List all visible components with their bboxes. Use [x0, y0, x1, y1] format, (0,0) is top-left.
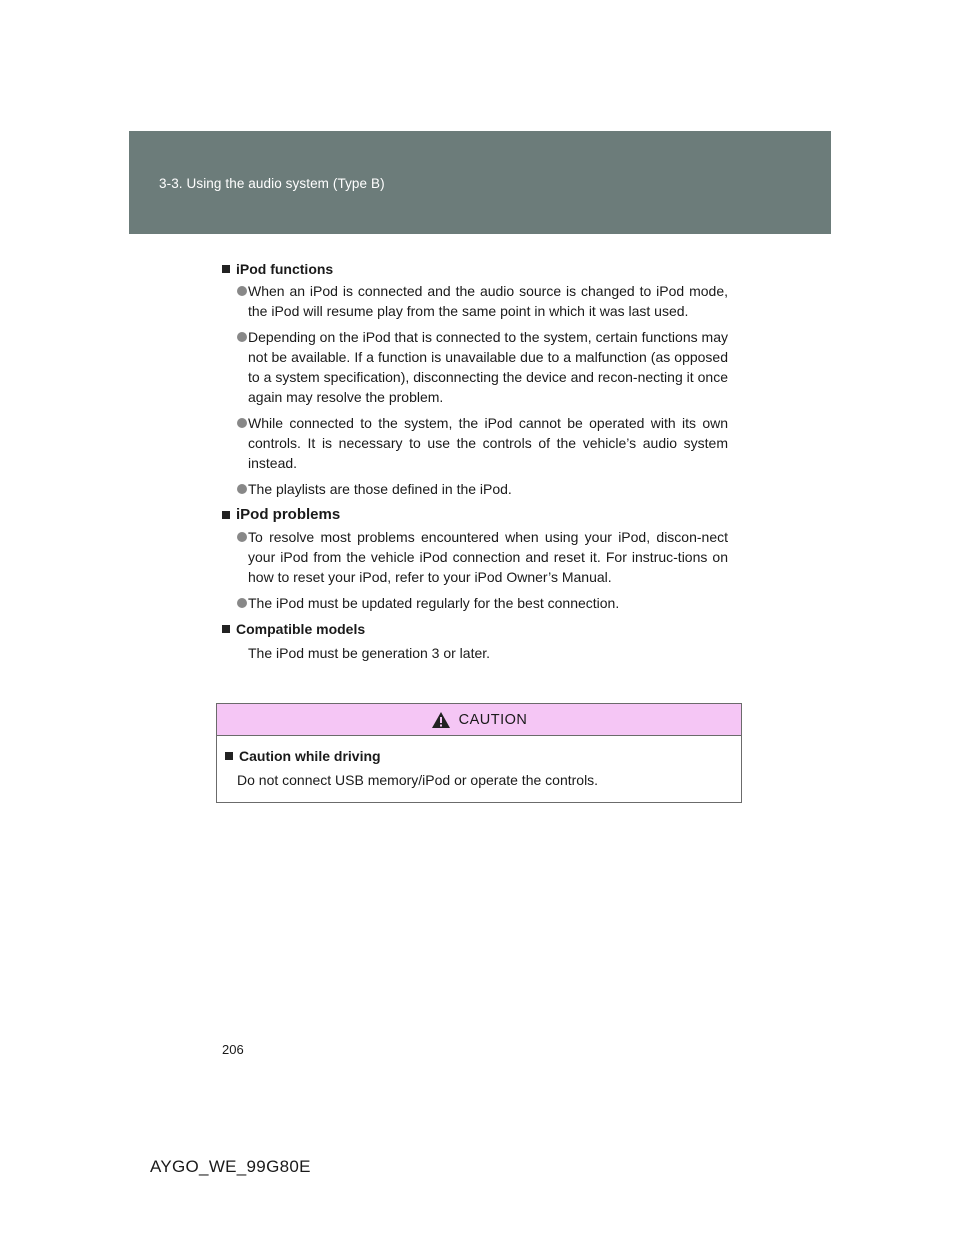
- square-bullet-icon: [222, 265, 230, 273]
- square-bullet-icon: [222, 511, 230, 519]
- bullet-dot-icon: [237, 332, 247, 342]
- caution-title: CAUTION: [458, 711, 528, 728]
- caution-box: [216, 703, 742, 803]
- bullet-dot-icon: [237, 532, 247, 542]
- page-number: 206: [222, 1042, 244, 1057]
- list-item: While connected to the system, the iPod cannot be operated with its own controls. It is necessary to use the controls of the vehicle’s audio system instead.: [222, 413, 728, 473]
- caution-heading: Caution while driving: [225, 746, 741, 766]
- bullet-dot-icon: [237, 286, 247, 296]
- compatible-models-text: The iPod must be generation 3 or later.: [248, 645, 491, 661]
- section-heading-compatible-models: Compatible models: [222, 619, 728, 639]
- list-item: The iPod must be updated regularly for the best connection.: [222, 593, 728, 613]
- bullet-dot-icon: [237, 598, 247, 608]
- header-band: [129, 131, 831, 234]
- bullet-list: [222, 281, 728, 499]
- list-item: To resolve most problems encountered when using your iPod, discon-nect your iPod from the vehicle iPod connection and reset it. For instruc-tions on how to reset your iPod, refer to your iPod Owner’s Manual.: [222, 527, 728, 587]
- section-title: 3-3. Using the audio system (Type B): [159, 176, 385, 191]
- caution-text: Do not connect USB memory/iPod or operate the controls.: [237, 772, 599, 788]
- square-bullet-icon: [225, 752, 233, 760]
- caution-body: [217, 736, 741, 790]
- list-item: When an iPod is connected and the audio source is changed to iPod mode, the iPod will resume play from the same point in which it was last used.: [222, 281, 728, 321]
- square-bullet-icon: [222, 625, 230, 633]
- section-heading-ipod-functions: iPod functions: [222, 259, 728, 279]
- bullet-dot-icon: [237, 418, 247, 428]
- section-heading-ipod-problems: iPod problems: [222, 505, 728, 525]
- caution-header: [217, 704, 741, 736]
- main-content: [222, 259, 728, 663]
- document-code: AYGO_WE_99G80E: [150, 1157, 311, 1176]
- bullet-list: [222, 527, 728, 613]
- warning-triangle-icon: [431, 711, 451, 729]
- list-item: The playlists are those defined in the iPod.: [222, 479, 728, 499]
- list-item: Depending on the iPod that is connected to the system, certain functions may not be available. If a function is unavailable due to a malfunction (as opposed to a system specification), disconnecting the device and recon-necting it once again may resolve the problem.: [222, 327, 728, 407]
- bullet-dot-icon: [237, 484, 247, 494]
